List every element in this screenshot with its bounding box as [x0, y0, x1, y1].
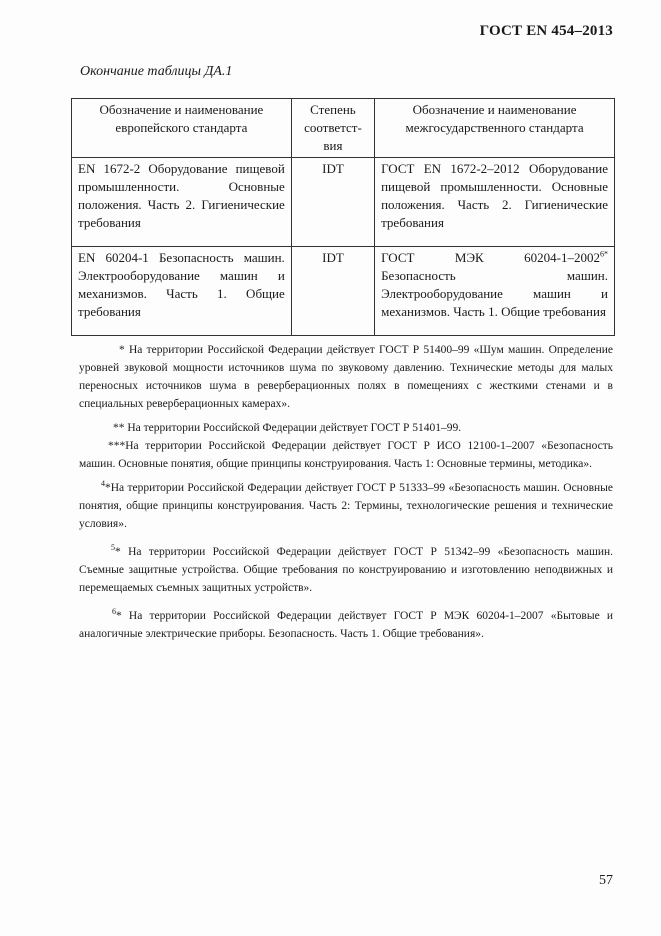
interstate-standard-title: Безопасность машин. Электрооборудование машин и механизмов. Часть 1. Общие требования [381, 268, 608, 319]
footnote-marker-number: 5 [111, 543, 115, 553]
footnote-text: На территории Российской Федерации действует ГОСТ Р МЭК 60204-1–2007 «Бытовые и аналогичные электрические приборы. Безопасность. Часть 1. Общие требования». [79, 610, 613, 640]
footnote-marker: * [105, 482, 111, 494]
degree-cell: IDT [291, 158, 374, 247]
footnote-marker: 6* [600, 249, 608, 259]
column-header-degree: Степень соответст-вия [291, 99, 374, 158]
footnote-text: На территории Российской Федерации действует ГОСТ Р ИСО 12100-1–2007 «Безопасность машин. Основные понятия, общие принципы конструирования. Часть 1: Основные термины, методика». [79, 440, 613, 470]
column-header-interstate: Обозначение и наименование межгосударственного стандарта [375, 99, 615, 158]
european-standard-cell: EN 60204-1 Безопасность машин. Электрооборудование машин и механизмов. Часть 1. Общие требования [72, 247, 292, 336]
footnote [79, 543, 613, 597]
page-number: 57 [599, 873, 613, 888]
footnote [79, 607, 613, 643]
interstate-standard-cell: ГОСТ EN 1672-2–2012 Оборудование пищевой промышленности. Основные положения. Часть 2. Гигиенические требования [375, 158, 615, 247]
footnote-text: На территории Российской Федерации действует ГОСТ Р 51333–99 «Безопасность машин. Основные понятия, общие принципы конструирования. Часть 2: Термины, технологические решения и технические условия». [79, 482, 613, 530]
footnote-text: На территории Российской Федерации действует ГОСТ Р 51400–99 «Шум машин. Определение уровней звуковой мощности источников шума по звуковому давлению. Технические методы для малых переносных источников шума в реверберационных полях в помещениях с жесткими стенами и в специальных реверберационных камерах». [79, 344, 613, 410]
standards-table [71, 98, 615, 336]
footnote [79, 437, 613, 473]
interstate-standard-cell [375, 247, 615, 336]
footnote-marker: *** [108, 440, 126, 452]
footnotes [79, 341, 613, 649]
interstate-standard-code: ГОСТ МЭК 60204-1–2002 [381, 250, 600, 265]
footnote-marker: * [115, 546, 121, 558]
table-row [72, 247, 615, 336]
degree-cell: IDT [291, 247, 374, 336]
footnote-marker-number: 4 [101, 479, 105, 489]
footnote-marker: ** [113, 422, 125, 434]
column-header-european: Обозначение и наименование европейского стандарта [72, 99, 292, 158]
document-header: ГОСТ EN 454–2013 [479, 23, 613, 39]
table-row [72, 158, 615, 247]
footnote [79, 419, 613, 437]
table-header-row [72, 99, 615, 158]
table-caption: Окончание таблицы ДА.1 [80, 64, 233, 79]
footnote-marker: * [116, 610, 122, 622]
footnote-text: На территории Российской Федерации действует ГОСТ Р 51401–99. [124, 422, 462, 434]
footnote-marker-number: 6 [112, 607, 116, 617]
european-standard-cell: EN 1672-2 Оборудование пищевой промышленности. Основные положения. Часть 2. Гигиенические требования [72, 158, 292, 247]
footnote-marker: * [119, 344, 125, 356]
footnote [79, 341, 613, 413]
footnote-text: На территории Российской Федерации действует ГОСТ Р 51342–99 «Безопасность машин. Съемные защитные устройства. Общие требования по конструированию и изготовлению неподвижных и перемещаемых съемных защитных устройств». [79, 546, 613, 594]
footnote [79, 479, 613, 533]
